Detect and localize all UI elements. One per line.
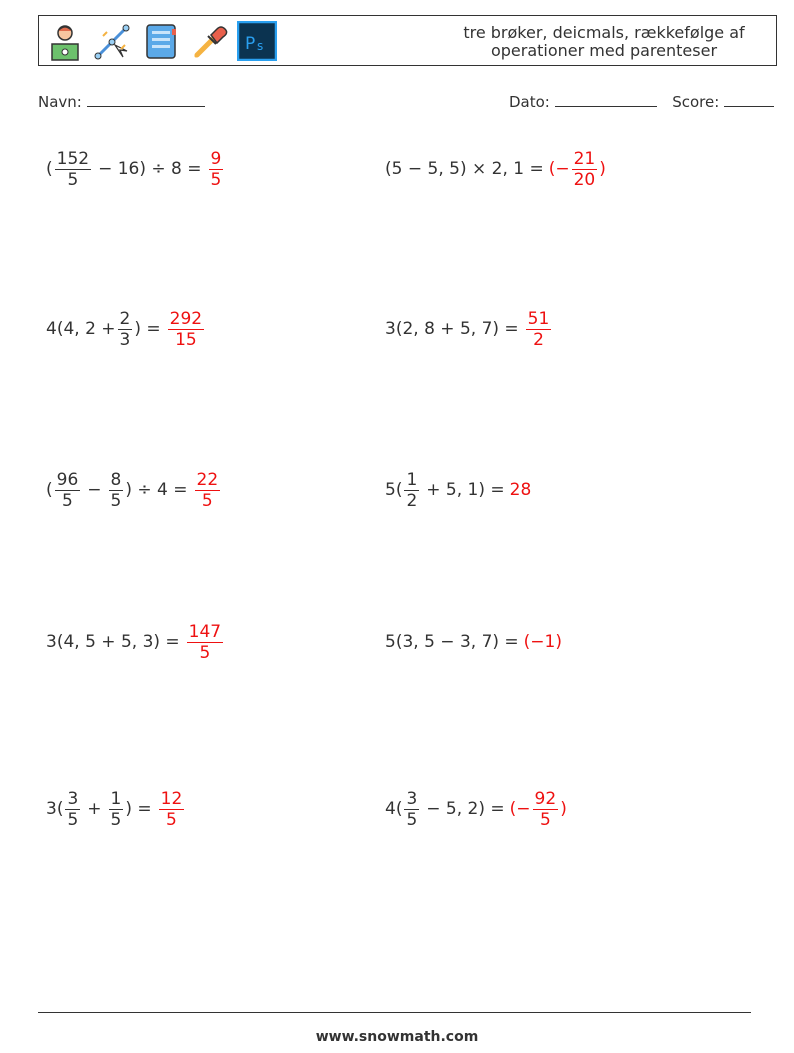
worksheet-header: [38, 15, 777, 66]
expression: 3(4, 5 + 5, 3) =: [46, 632, 180, 652]
teacher-icon: [45, 21, 85, 61]
numerator: 3: [406, 788, 418, 809]
fraction: [55, 149, 91, 190]
svg-text:s: s: [257, 39, 264, 53]
answer-numerator: 9: [210, 148, 222, 169]
answer-fraction: [195, 470, 221, 511]
answer-denominator: 2: [533, 329, 544, 350]
svg-text:P: P: [245, 34, 256, 54]
problem-9: [46, 779, 186, 839]
problem-5: [46, 460, 222, 520]
expression-end: ) =: [134, 319, 161, 339]
expression-start: 5(: [385, 480, 403, 500]
fraction: [404, 470, 419, 511]
worksheet-title: [444, 24, 764, 60]
answer-numerator: 51: [527, 308, 550, 329]
expression-end: ) =: [125, 799, 152, 819]
expression: 3(2, 8 + 5, 7) =: [385, 319, 519, 339]
answer: [549, 149, 606, 190]
answer: [185, 622, 225, 663]
footer-divider: [38, 1012, 751, 1013]
fraction: [404, 789, 419, 830]
problem-4: [385, 299, 553, 359]
fraction: [55, 470, 81, 511]
numerator: 152: [56, 148, 90, 169]
problem-6: [385, 460, 531, 520]
expression-start: 4(4, 2 +: [46, 319, 116, 339]
problem-10: [385, 779, 567, 839]
problem-8: [385, 612, 562, 672]
answer-denominator: 5: [166, 809, 177, 830]
operator: −: [87, 480, 102, 500]
denominator: 3: [119, 329, 131, 350]
answer-denominator: 15: [175, 329, 197, 350]
answer: [207, 149, 226, 190]
numerator: 8: [110, 469, 122, 490]
problem-3: [46, 299, 206, 359]
answer-fraction: [168, 309, 204, 350]
pipette-icon: [189, 21, 229, 61]
answer-denominator: 5: [199, 642, 211, 663]
answer-suffix: ): [560, 799, 567, 819]
name-blank[interactable]: [87, 92, 205, 107]
photoshop-icon: [237, 21, 277, 61]
answer-prefix: (−: [509, 799, 531, 819]
expression: (5 − 5, 5) × 2, 1 =: [385, 159, 544, 179]
problem-1: [46, 139, 225, 199]
fraction: [109, 789, 124, 830]
answer-numerator: 92: [534, 788, 557, 809]
operator: +: [87, 799, 102, 819]
answer-fraction: [533, 789, 559, 830]
problem-2: [385, 139, 606, 199]
answer-denominator: 5: [539, 809, 551, 830]
answer-fraction: [159, 789, 185, 830]
answer-denominator: 20: [573, 169, 596, 190]
denominator: 5: [62, 490, 73, 511]
expression-end: + 5, 1) =: [426, 480, 505, 500]
answer: [524, 309, 554, 350]
answer: (−1): [523, 632, 562, 652]
name-label: Navn:: [38, 93, 82, 111]
numerator: 1: [110, 788, 122, 809]
numerator: 96: [56, 469, 79, 490]
answer-suffix: ): [599, 159, 606, 179]
expression: 5(3, 5 − 3, 7) =: [385, 632, 519, 652]
answer-numerator: 147: [188, 621, 222, 642]
icon-strip: [45, 21, 277, 61]
date-blank[interactable]: [555, 92, 657, 107]
notebook-icon: [141, 21, 181, 61]
fraction: [109, 470, 124, 511]
numerator: 2: [119, 308, 131, 329]
denominator: 5: [406, 809, 418, 830]
numerator: 1: [406, 469, 418, 490]
answer-numerator: 21: [573, 148, 596, 169]
paren-open: (: [46, 480, 53, 500]
title-line-1: tre brøker, deicmals, rækkefølge af: [463, 23, 745, 42]
problem-7: [46, 612, 225, 672]
name-field: [38, 92, 205, 111]
title-line-2: operationer med parenteser: [490, 41, 718, 60]
denominator: 5: [110, 490, 122, 511]
answer: [193, 470, 223, 511]
answer: [510, 789, 567, 830]
score-blank[interactable]: [724, 92, 774, 107]
answer-denominator: 5: [210, 169, 222, 190]
answer-fraction: [187, 622, 223, 663]
geometry-tool-icon: [93, 21, 133, 61]
answer-prefix: (−: [548, 159, 570, 179]
expression-rest: − 16) ÷ 8 =: [98, 159, 202, 179]
fraction: [118, 309, 133, 350]
answer-fraction: [209, 149, 224, 190]
answer-fraction: [526, 309, 552, 350]
date-score-field: [509, 92, 774, 111]
answer-fraction: [572, 149, 598, 190]
answer: [157, 789, 187, 830]
answer-denominator: 5: [201, 490, 213, 511]
numerator: 3: [67, 788, 79, 809]
denominator: 5: [110, 809, 122, 830]
paren-open: (: [46, 159, 53, 179]
score-label: Score:: [672, 93, 720, 111]
date-label: Dato:: [509, 93, 550, 111]
denominator: 5: [67, 169, 79, 190]
footer-site[interactable]: www.snowmath.com: [315, 1029, 479, 1045]
expression-start: 3(: [46, 799, 64, 819]
answer: [166, 309, 206, 350]
answer-numerator: 292: [169, 308, 203, 329]
answer-numerator: 22: [196, 469, 219, 490]
answer-numerator: 12: [160, 788, 183, 809]
answer: 28: [509, 480, 532, 500]
denominator: 5: [67, 809, 79, 830]
expression-start: 4(: [385, 799, 403, 819]
fraction: [65, 789, 80, 830]
expression-end: ) ÷ 4 =: [125, 480, 188, 500]
denominator: 2: [406, 490, 418, 511]
expression-end: − 5, 2) =: [426, 799, 505, 819]
